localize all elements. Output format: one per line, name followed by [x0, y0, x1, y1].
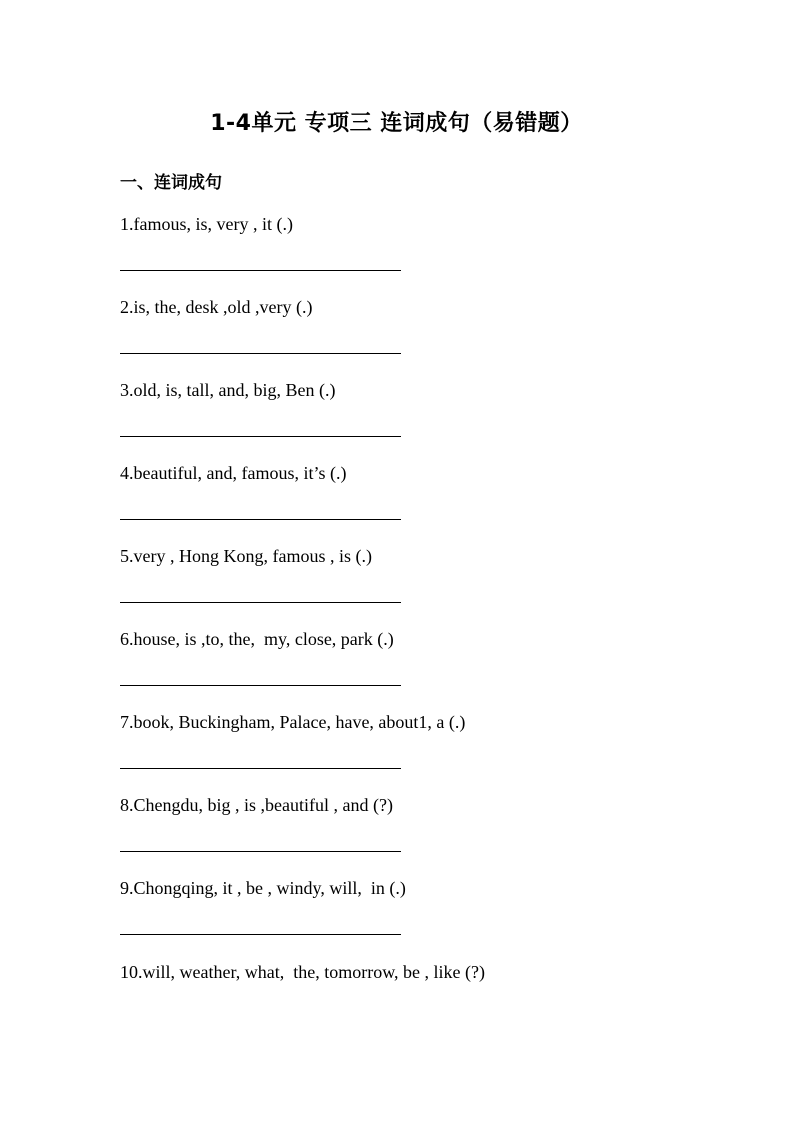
answer-line-9[interactable] — [120, 934, 401, 935]
question-6: 6.house, is ,to, the, my, close, park (.) — [120, 629, 394, 649]
page-title: 1-4单元 专项三 连词成句（易错题） — [210, 111, 583, 136]
question-4: 4.beautiful, and, famous, it’s (.) — [120, 463, 347, 483]
question-7: 7.book, Buckingham, Palace, have, about1, a (.) — [120, 712, 466, 732]
answer-line-3[interactable] — [120, 436, 401, 437]
question-2: 2.is, the, desk ,old ,very (.) — [120, 297, 313, 317]
answer-line-4[interactable] — [120, 519, 401, 520]
answer-line-5[interactable] — [120, 602, 401, 603]
answer-line-6[interactable] — [120, 685, 401, 686]
question-8: 8.Chengdu, big , is ,beautiful , and (?) — [120, 795, 393, 815]
question-1: 1.famous, is, very , it (.) — [120, 214, 293, 234]
answer-line-2[interactable] — [120, 353, 401, 354]
answer-line-1[interactable] — [120, 270, 401, 271]
question-3: 3.old, is, tall, and, big, Ben (.) — [120, 380, 336, 400]
question-10: 10.will, weather, what, the, tomorrow, be , like (?) — [120, 962, 486, 982]
answer-line-8[interactable] — [120, 851, 401, 852]
section-heading: 一、连词成句 — [120, 173, 222, 193]
question-9: 9.Chongqing, it , be , windy, will, in (.) — [120, 878, 406, 898]
question-5: 5.very , Hong Kong, famous , is (.) — [120, 546, 372, 566]
answer-line-7[interactable] — [120, 768, 401, 769]
